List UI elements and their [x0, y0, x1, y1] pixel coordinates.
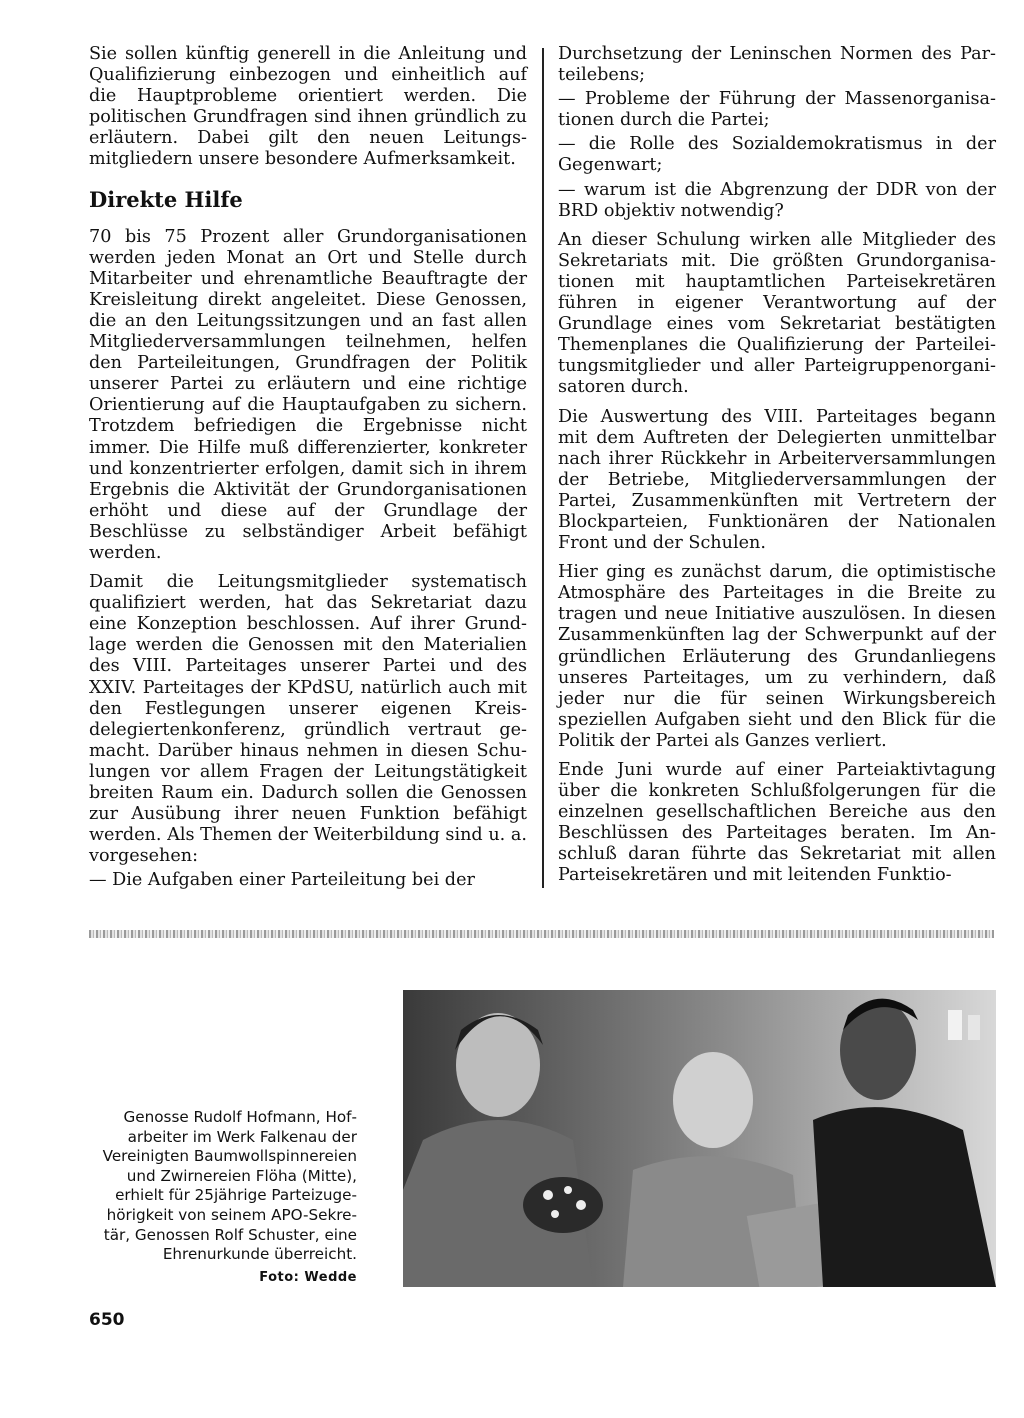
body-paragraph: Damit die Leitungsmitglieder systematisch qualifiziert werden, hat das Sekretariat dazu eine Konzeption beschlossen. Auf ihrer Grundlage werden die Genossen mit den Materialien des VIII. Parteitages unserer Partei und des XXIV. Parteitages der KPdSU, natürlich auch mit den Festlegungen unserer eigenen Kreisdelegiertenkonferenz, gründlich vertraut gemacht. Darüber hinaus nehmen in diesen Schulungen vor allem Fragen der Leitungstätigkeit breiten Raum ein. Dadurch sollen die Genossen zur Ausübung ihrer neuen Funktion befähigt werden. Als Themen der Weiterbildung sind u. a. vorgesehen:	[89, 572, 527, 867]
intro-paragraph: Sie sollen künftig generell in die Anleitung und Qualifizierung einbezogen und einheitlich auf die Hauptprobleme orientiert werden. Die politischen Grundfragen sind ihnen gründlich zu erläutern. Dabei gilt den neuen Leitungsmitgliedern unsere besondere Aufmerksamkeit.	[89, 44, 527, 170]
list-item: — die Rolle des Sozialdemokratismus in der Gegenwart;	[558, 134, 996, 176]
body-paragraph: Ende Juni wurde auf einer Parteiaktivtagung über die konkreten Schlußfolgerungen für die einzelnen gesellschaftlichen Bereiche aus den Beschlüssen des Parteitages beraten. Im Anschluß daran führte das Sekretariat mit allen Parteisekretären und mit leitenden Funktio-	[558, 760, 996, 886]
page-number: 650	[89, 1310, 125, 1330]
photo-illustration	[403, 990, 996, 1287]
photo-caption: Genosse Rudolf Hofmann, Hofarbeiter im Werk Falkenau der Vereinigten Baumwollspinnereien und Zwirnereien Flöha (Mitte), erhielt für 25jährige Parteizugehörigkeit von seinem APO-Sekretär, Genossen Rolf Schuster, eine Ehrenurkunde überreicht.	[102, 1108, 357, 1264]
section-heading: Direkte Hilfe	[89, 186, 243, 212]
list-item: — Die Aufgaben einer Parteileitung bei der	[89, 870, 475, 891]
body-paragraph: An dieser Schulung wirken alle Mitglieder des Sekretariats mit. Die größten Grundorganisationen mit hauptamtlichen Parteisekretären führen in eigener Verantwortung auf der Grundlage eines vom Sekretariat bestätigten Themenplanes die Qualifizierung der Parteileitungsmitglieder und aller Parteigruppenorganisatoren durch.	[558, 229, 996, 398]
left-column	[89, 44, 527, 894]
photo-credit: Foto: Wedde	[259, 1270, 357, 1285]
column-divider	[542, 48, 544, 888]
right-column	[558, 44, 996, 895]
list-item: — Probleme der Führung der Massenorganisationen durch die Partei;	[558, 89, 996, 131]
body-paragraph: Die Auswertung des VIII. Parteitages begann mit dem Auftreten der Delegierten unmittelbar nach ihrer Rückkehr in Arbeiterversammlungen der Betriebe, Mitgliederversammlungen der Partei, Zusammenkünften mit Vertretern der Blockparteien, Funktionären der Nationalen Front und der Schulen.	[558, 406, 996, 554]
photo	[403, 990, 996, 1287]
body-paragraph: Hier ging es zunächst darum, die optimistische Atmosphäre des Parteitages in die Breite zu tragen und neue Initiative auszulösen. In diesen Zusammenkünften lag der Schwerpunkt auf der gründlichen Erläuterung des Grundanliegens unseres Parteitages, um zu verhindern, daß jeder nur die für seinen Wirkungsbereich speziellen Aufgaben sieht und den Blick für die Politik der Partei als Ganzes verliert.	[558, 562, 996, 751]
body-paragraph: 70 bis 75 Prozent aller Grundorganisationen werden jeden Monat an Ort und Stelle durch Mitarbeiter und ehrenamtliche Beauftragte der Kreisleitung direkt angeleitet. Diese Genossen, die an den Leitungssitzungen und an fast allen Mitgliederversammlungen teilnehmen, helfen den Parteileitungen, Grundfragen der Politik unserer Partei zu erläutern und eine richtige Orientierung auf die Hauptaufgaben zu sichern. Trotzdem befriedigen die Ergebnisse nicht immer. Die Hilfe muß differenzierter, konkreter und konzentrierter erfolgen, damit sich in ihrem Ergebnis die Aktivität der Grundorganisationen erhöht und diese auf der Grundlage der Beschlüsse zu selbständiger Arbeit befähigt werden.	[89, 226, 527, 563]
list-item: Durchsetzung der Leninschen Normen des Parteilebens;	[558, 44, 996, 86]
list-item: — warum ist die Abgrenzung der DDR von der BRD objektiv notwendig?	[558, 179, 996, 221]
halftone-separator	[89, 930, 994, 938]
